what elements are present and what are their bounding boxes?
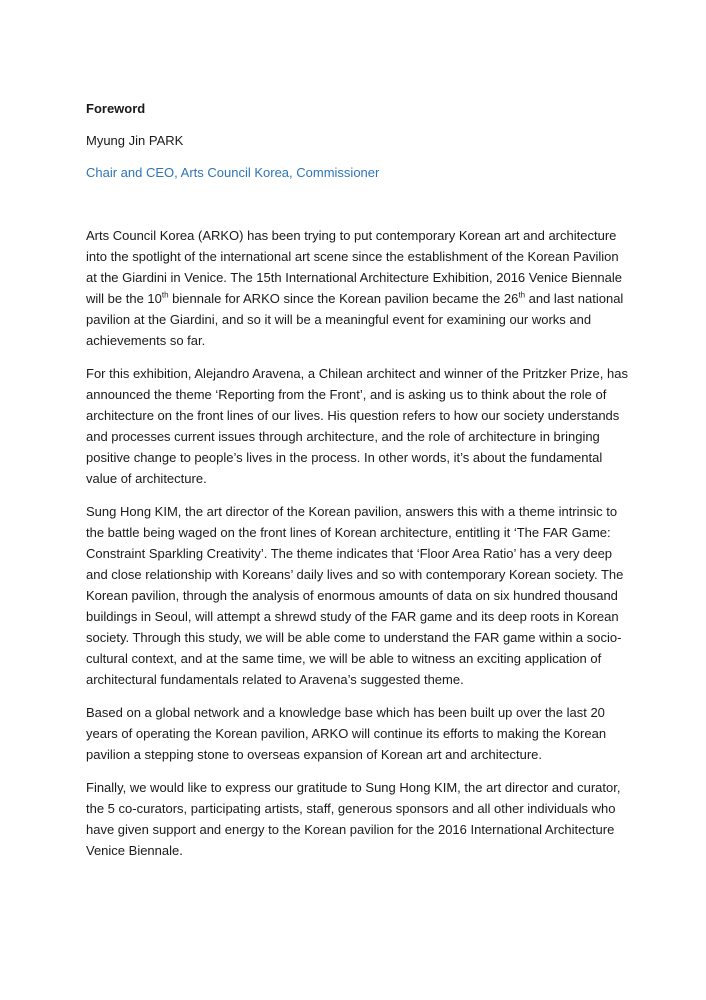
paragraph-1 [86, 225, 630, 351]
section-heading: Foreword [86, 101, 146, 116]
paragraph-2: For this exhibition, Alejandro Aravena, a Chilean architect and winner of the Pritzker Prize, has announced the theme ‘Reporting from the Front’, and is asking us to think about the role of architecture on the front lines of our lives. His question refers to how our society understands and processes current issues through architecture, and the role of architecture in bringing positive change to people’s lives in the process. In other words, it’s about the fundamental value of architecture. [86, 366, 628, 486]
document-page [86, 100, 630, 873]
ordinal-suffix: th [518, 290, 526, 300]
author-role: Chair and CEO, Arts Council Korea, Commissioner [86, 165, 380, 180]
author-name: Myung Jin PARK [86, 133, 184, 148]
paragraph-5: Finally, we would like to express our gratitude to Sung Hong KIM, the art director and curator, the 5 co-curators, participating artists, staff, generous sponsors and all other individuals who have given support and energy to the Korean pavilion for the 2016 International Architecture Venice Biennale. [86, 780, 621, 858]
paragraph-3: Sung Hong KIM, the art director of the Korean pavilion, answers this with a theme intrinsic to the battle being waged on the front lines of Korean architecture, entitling it ‘The FAR Game: Constraint Sparkling Creativity’. The theme indicates that ‘Floor Area Ratio’ has a very deep and close relationship with Koreans’ daily lives and so with contemporary Korean society. The Korean pavilion, through the analysis of enormous amounts of data on six hundred thousand buildings in Seoul, will attempt a shrewd study of the FAR game and its deep roots in Korean society. Through this study, we will be able come to understand the FAR game within a socio-cultural context, and at the same time, we will be able to witness an exciting application of architectural fundamentals related to Aravena’s suggested theme. [86, 504, 624, 687]
paragraph-1-text-c: and last national pavilion at the Giardini, and so it will be a meaningful event for examining our works and achievements so far. [86, 291, 624, 348]
ordinal-suffix: th [161, 290, 169, 300]
paragraph-1-text-b: biennale for ARKO since the Korean pavilion became the 26 [168, 291, 519, 306]
paragraph-4: Based on a global network and a knowledge base which has been built up over the last 20 years of operating the Korean pavilion, ARKO will continue its efforts to making the Korean pavilion a stepping stone to overseas expansion of Korean art and architecture. [86, 705, 607, 762]
paragraph-1-text-a: Arts Council Korea (ARKO) has been trying to put contemporary Korean art and architecture into the spotlight of the international art scene since the establishment of the Korean Pavilion at the Giardini in Venice. The 15th International Architecture Exhibition, 2016 Venice Biennale will be the 10 [86, 228, 623, 306]
